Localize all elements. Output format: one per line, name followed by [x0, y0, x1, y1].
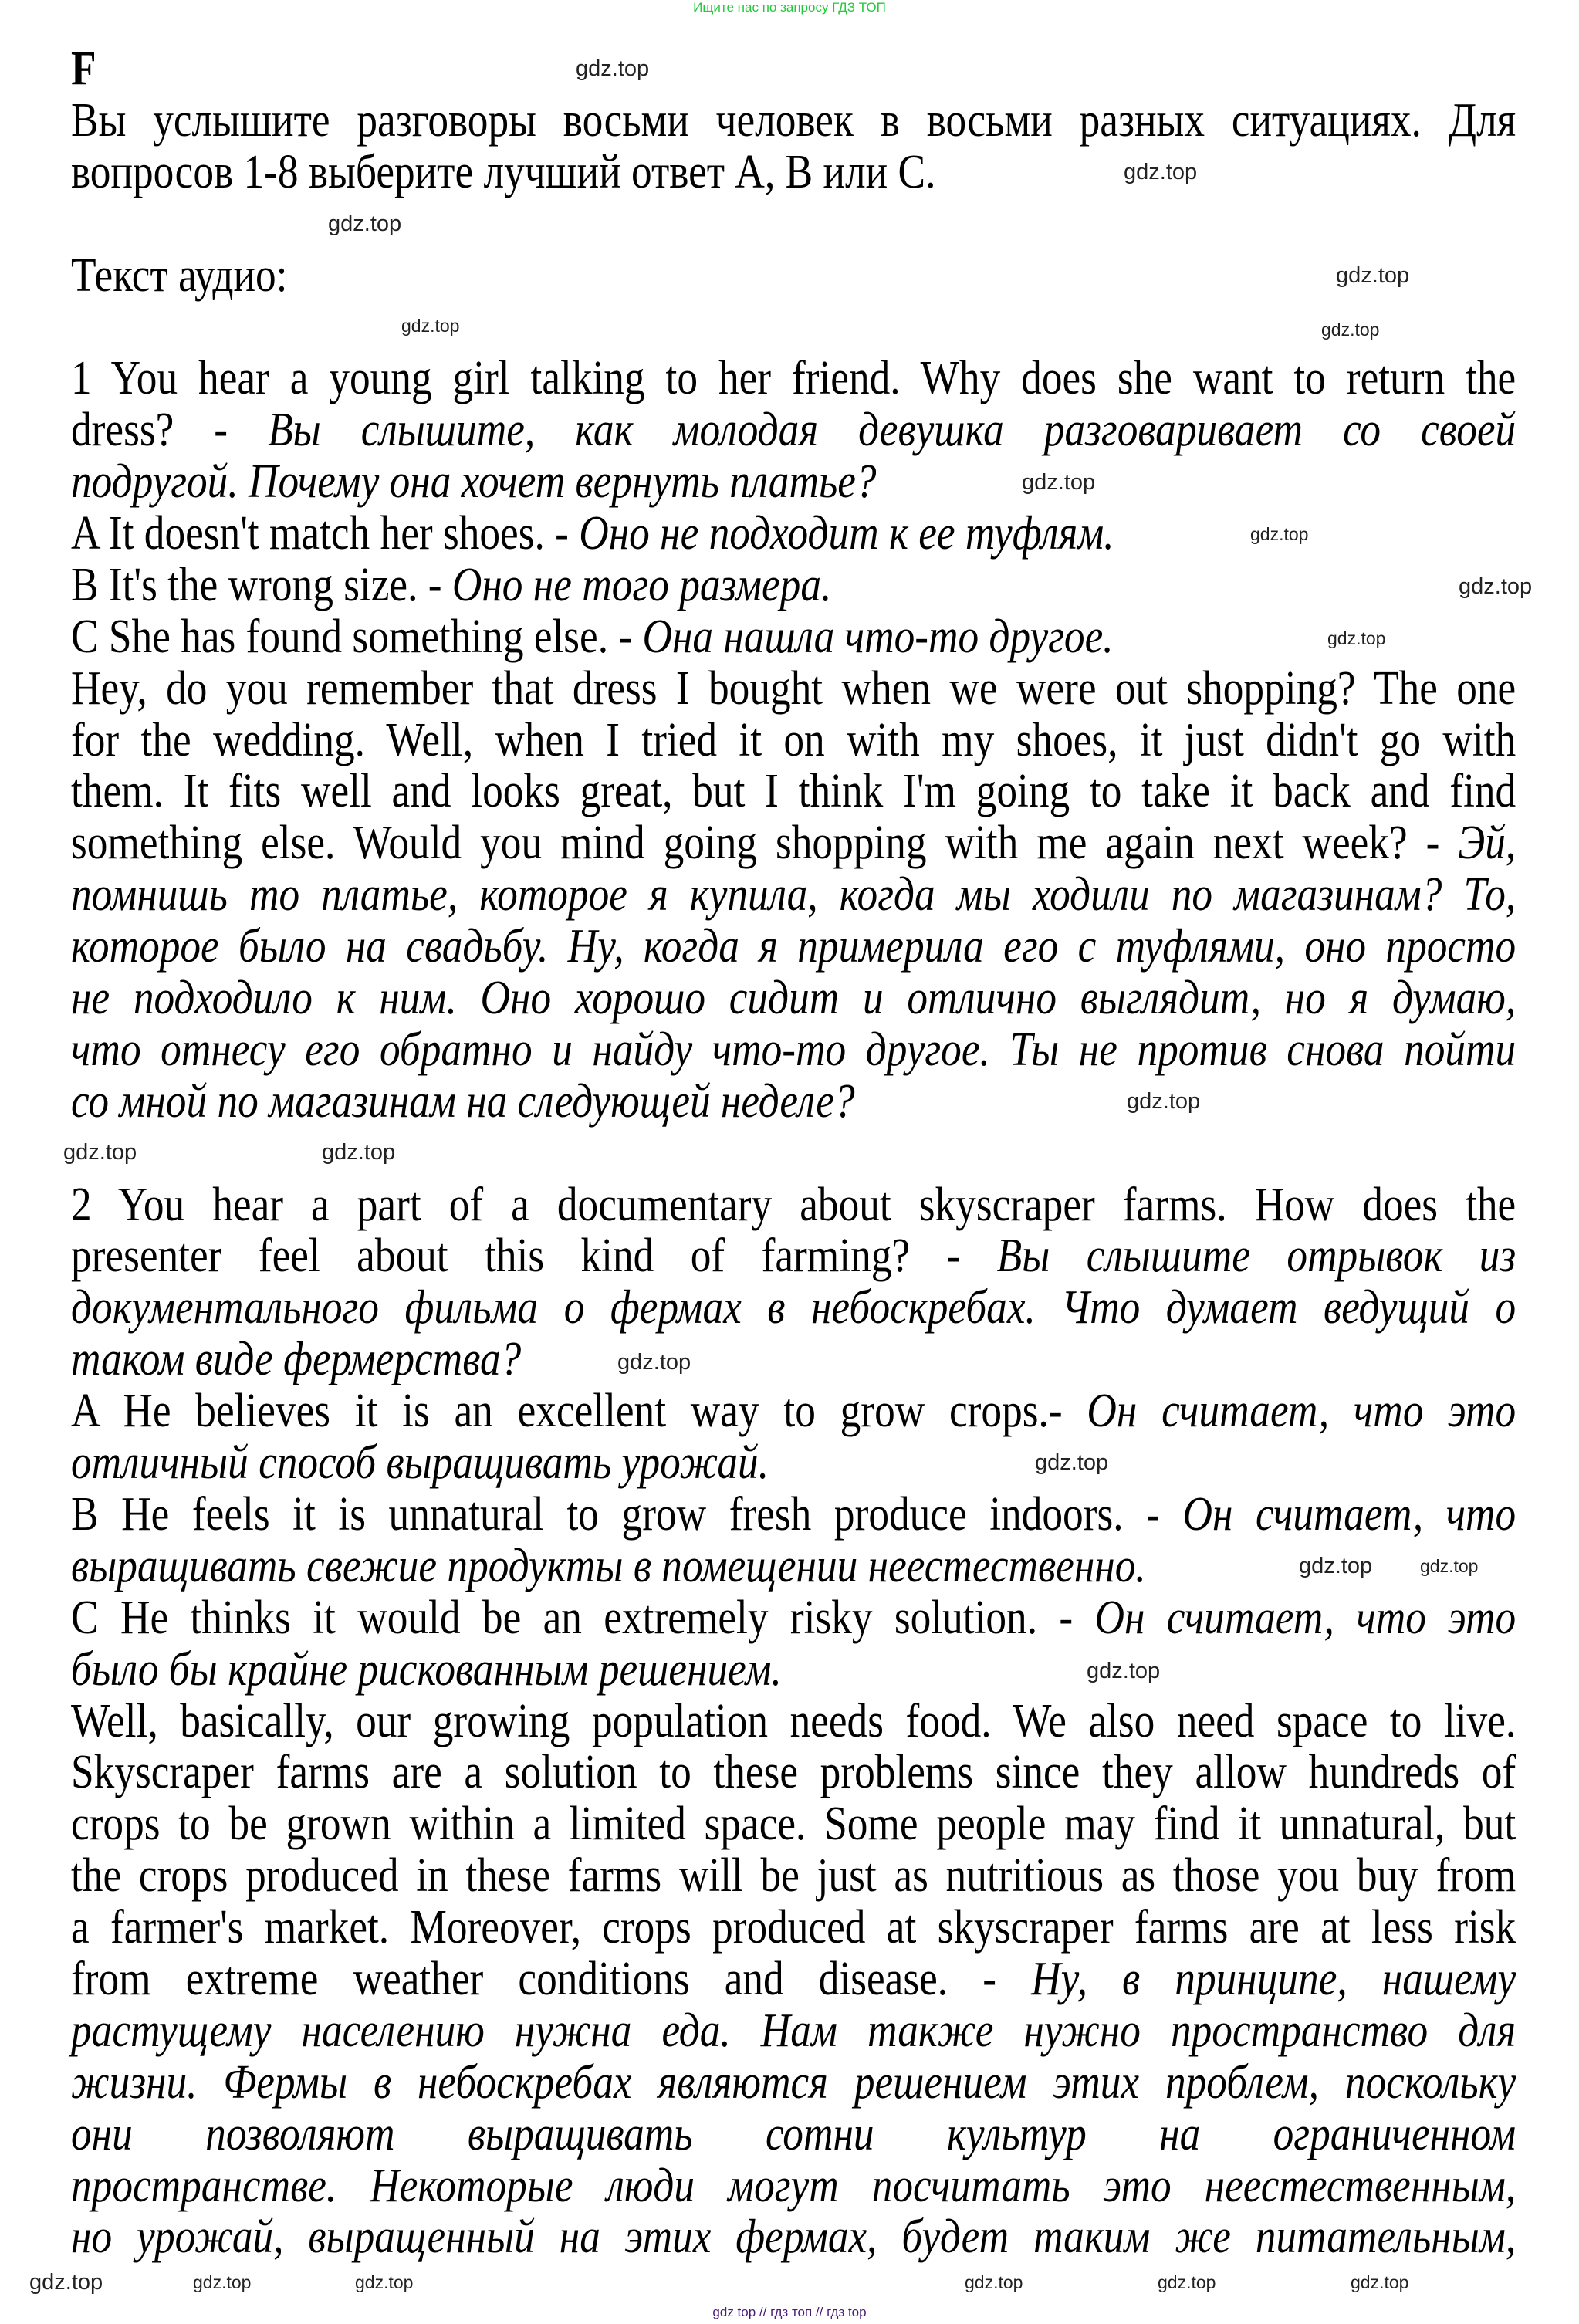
text-line [71, 2211, 1516, 2263]
translation-text: таком виде фермерства? [71, 1333, 522, 1386]
text-line [71, 2109, 1516, 2160]
source-text: B It's the wrong size. - [71, 558, 452, 611]
line-content [71, 1076, 855, 1128]
watermark: gdz.top [1035, 1450, 1109, 1475]
line-content [71, 1230, 1516, 1282]
watermark: gdz.top [328, 211, 402, 236]
watermark: gdz.top [1022, 470, 1096, 495]
watermark: gdz.top [29, 2270, 103, 2295]
watermark: gdz.top [1158, 2272, 1216, 2292]
watermark: gdz.top [617, 1350, 691, 1375]
translation-text: растущему населению нужна еда. Нам также нужно пространство для [71, 2004, 1516, 2057]
line-content [71, 508, 1114, 560]
line-content [71, 1798, 1516, 1850]
line-content [71, 715, 1516, 766]
text-line [71, 147, 1516, 198]
source-text: вопросов 1-8 выберите лучший ответ A, B или C. [71, 145, 936, 198]
source-text: for the wedding. Well, when I tried it on with my shoes, it just didn't go with [71, 713, 1516, 766]
watermark: gdz.top [63, 1140, 137, 1165]
text-line [71, 1076, 1516, 1128]
line-content [71, 404, 1516, 456]
line-content [71, 2005, 1516, 2057]
translation-text: жизни. Фермы в небоскребах являются решением этих проблем, поскольку [71, 2055, 1516, 2109]
line-content [71, 921, 1516, 973]
watermark: gdz.top [1336, 263, 1410, 288]
line-content [71, 147, 935, 198]
text-line [71, 1747, 1516, 1798]
line-content [71, 95, 1516, 147]
text-line [71, 43, 1516, 95]
text-line [71, 404, 1516, 456]
watermark: gdz.top [1420, 1556, 1479, 1576]
line-content [71, 1954, 1516, 2005]
line-content [71, 1024, 1516, 1076]
line-content [71, 43, 96, 95]
text-line [71, 250, 1516, 302]
line-content [71, 250, 287, 302]
line-content [71, 353, 1516, 404]
line-content [71, 1902, 1516, 1954]
text-line [71, 1385, 1516, 1437]
text-line [71, 766, 1516, 817]
translation-text: что отнесу его обратно и найду что-то другое. Ты не против снова пойти [71, 1023, 1516, 1076]
translation-text: было бы крайне рискованным решением. [71, 1642, 782, 1696]
text-line [71, 1437, 1516, 1489]
source-text: F [71, 42, 96, 95]
text-line [71, 869, 1516, 921]
watermark: gdz.top [1124, 160, 1198, 184]
source-text: them. It fits well and looks great, but I think I'm going to take it back and find [71, 765, 1516, 818]
text-line [71, 973, 1516, 1024]
line-content [71, 1437, 769, 1489]
text-line [71, 1282, 1516, 1334]
watermark: gdz.top [965, 2272, 1023, 2292]
text-line [71, 1489, 1516, 1541]
line-content [71, 973, 1516, 1024]
line-content [71, 1282, 1516, 1334]
translation-text: пространстве. Некоторые люди могут посчитать это неестественным, [71, 2159, 1516, 2212]
text-line [71, 1954, 1516, 2005]
blank-line [71, 1128, 1516, 1179]
source-text: C He thinks it would be an extremely risky solution. - [71, 1591, 1095, 1644]
translation-text: Оно не подходит к ее туфлям. [579, 507, 1114, 560]
watermark: gdz.top [193, 2272, 252, 2292]
text-line [71, 1798, 1516, 1850]
translation-text: Он считает, что [1182, 1487, 1516, 1541]
text-line [71, 1230, 1516, 1282]
translation-text: не подходило к ним. Оно хорошо сидит и отлично выглядит, но я думаю, [71, 972, 1516, 1025]
source-text: presenter feel about this kind of farming? - [71, 1230, 997, 1283]
line-content [71, 1644, 782, 1696]
line-content [71, 766, 1516, 817]
watermark: gdz.top [1250, 524, 1309, 544]
blank-line [71, 301, 1516, 353]
line-content [71, 1592, 1516, 1644]
translation-text: Ну, в принципе, нашему [1031, 1952, 1516, 2005]
top-banner[interactable]: Ищите нас по запросу ГДЗ ТОП [693, 0, 886, 15]
translation-text: со мной по магазинам на следующей неделе? [71, 1074, 855, 1128]
text-line [71, 2160, 1516, 2212]
line-content [71, 2160, 1516, 2212]
document-body [71, 43, 1516, 2263]
watermark: gdz.top [355, 2272, 414, 2292]
translation-text: отличный способ выращивать урожай. [71, 1436, 769, 1490]
blank-line [71, 198, 1516, 250]
line-content [71, 1850, 1516, 1902]
text-line [71, 560, 1516, 611]
source-text: crops to be grown within a limited space. Some people may find it unnatural, but [71, 1798, 1516, 1851]
translation-text: Она нашла что-то другое. [642, 610, 1114, 663]
text-line [71, 1592, 1516, 1644]
source-text: A It doesn't match her shoes. - [71, 507, 580, 560]
translation-text: которое было на свадьбу. Ну, когда я примерила его с туфлями, оно просто [71, 920, 1516, 973]
translation-text: они позволяют выращивать сотни культур на ограниченном [71, 2107, 1516, 2160]
text-line [71, 611, 1516, 663]
watermark: gdz.top [1321, 320, 1380, 340]
line-content [71, 560, 831, 611]
translation-text: Вы слышите, как молодая девушка разговаривает со своей [268, 404, 1516, 457]
line-content [71, 1385, 1516, 1437]
source-text: Hey, do you remember that dress I bought when we were out shopping? The one [71, 661, 1516, 715]
line-content [71, 2057, 1516, 2109]
watermark: gdz.top [1127, 1089, 1201, 1114]
source-text: 2 You hear a part of a documentary about skyscraper farms. How does the [71, 1178, 1516, 1231]
text-line [71, 353, 1516, 404]
source-text: the crops produced in these farms will be just as nutritious as those you buy from [71, 1849, 1516, 1903]
text-line [71, 1696, 1516, 1747]
text-line [71, 456, 1516, 508]
line-content [71, 817, 1516, 869]
source-text: a farmer's market. Moreover, crops produced at skyscraper farms are at less risk [71, 1901, 1516, 1954]
text-line [71, 921, 1516, 973]
translation-text: Оно не того размера. [451, 558, 832, 611]
line-content [71, 1179, 1516, 1231]
line-content [71, 2109, 1516, 2160]
translation-text: Эй, [1458, 817, 1516, 870]
watermark: gdz.top [401, 316, 460, 336]
text-line [71, 663, 1516, 715]
watermark: gdz.top [576, 56, 650, 81]
translation-text: Он считает, что это [1094, 1591, 1516, 1644]
text-line [71, 1644, 1516, 1696]
line-content [71, 663, 1516, 715]
line-content [71, 611, 1114, 663]
text-line [71, 1902, 1516, 1954]
line-content [71, 2211, 1516, 2263]
watermark: gdz.top [322, 1140, 396, 1165]
source-text: Well, basically, our growing population needs food. We also need space to live. [71, 1694, 1516, 1747]
source-text: 1 You hear a young girl talking to her friend. Why does she want to return the [71, 352, 1516, 405]
text-line [71, 715, 1516, 766]
source-text: C She has found something else. - [71, 610, 643, 663]
line-content [71, 1696, 1516, 1747]
source-text: Skyscraper farms are a solution to these problems since they allow hundreds of [71, 1746, 1516, 1799]
source-text: Вы услышите разговоры восьми человек в восьми разных ситуациях. Для [71, 93, 1516, 147]
translation-text: документального фильма о фермах в небоскребах. Что думает ведущий о [71, 1281, 1516, 1335]
watermark: gdz.top [1459, 574, 1533, 599]
text-line [71, 95, 1516, 147]
source-text: B He feels it is unnatural to grow fresh produce indoors. - [71, 1487, 1183, 1541]
source-text: dress? - [71, 404, 269, 457]
watermark: gdz.top [1351, 2272, 1409, 2292]
translation-text: но урожай, выращенный на этих фермах, будет таким же питательным, [71, 2211, 1516, 2264]
translation-text: Вы слышите отрывок из [996, 1230, 1516, 1283]
text-line [71, 1850, 1516, 1902]
line-content [71, 1747, 1516, 1798]
source-text: something else. Would you mind going shopping with me again next week? - [71, 817, 1459, 870]
source-text: A He believes it is an excellent way to grow crops.- [71, 1385, 1087, 1438]
source-text: from extreme weather conditions and disease. - [71, 1952, 1032, 2005]
text-line [71, 1024, 1516, 1076]
translation-text: выращивать свежие продукты в помещении неестественно. [71, 1539, 1146, 1592]
line-content [71, 1541, 1146, 1592]
line-content [71, 869, 1516, 921]
translation-text: Он считает, что это [1087, 1385, 1516, 1438]
text-line [71, 2057, 1516, 2109]
line-content [71, 1489, 1516, 1541]
watermark: gdz.top [1087, 1659, 1161, 1683]
text-line [71, 1334, 1516, 1385]
translation-text: подругой. Почему она хочет вернуть платье? [71, 455, 877, 509]
text-line [71, 2005, 1516, 2057]
translation-text: помнишь то платье, которое я купила, когда мы ходили по магазинам? То, [71, 868, 1516, 922]
watermark: gdz.top [1327, 628, 1386, 648]
bottom-banner[interactable]: gdz top // гдз топ // гдз top [712, 2305, 867, 2319]
line-content [71, 456, 877, 508]
text-line [71, 817, 1516, 869]
watermark: gdz.top [1299, 1554, 1373, 1578]
text-line [71, 1179, 1516, 1231]
source-text: Текст аудио: [71, 249, 288, 302]
line-content [71, 1334, 521, 1385]
